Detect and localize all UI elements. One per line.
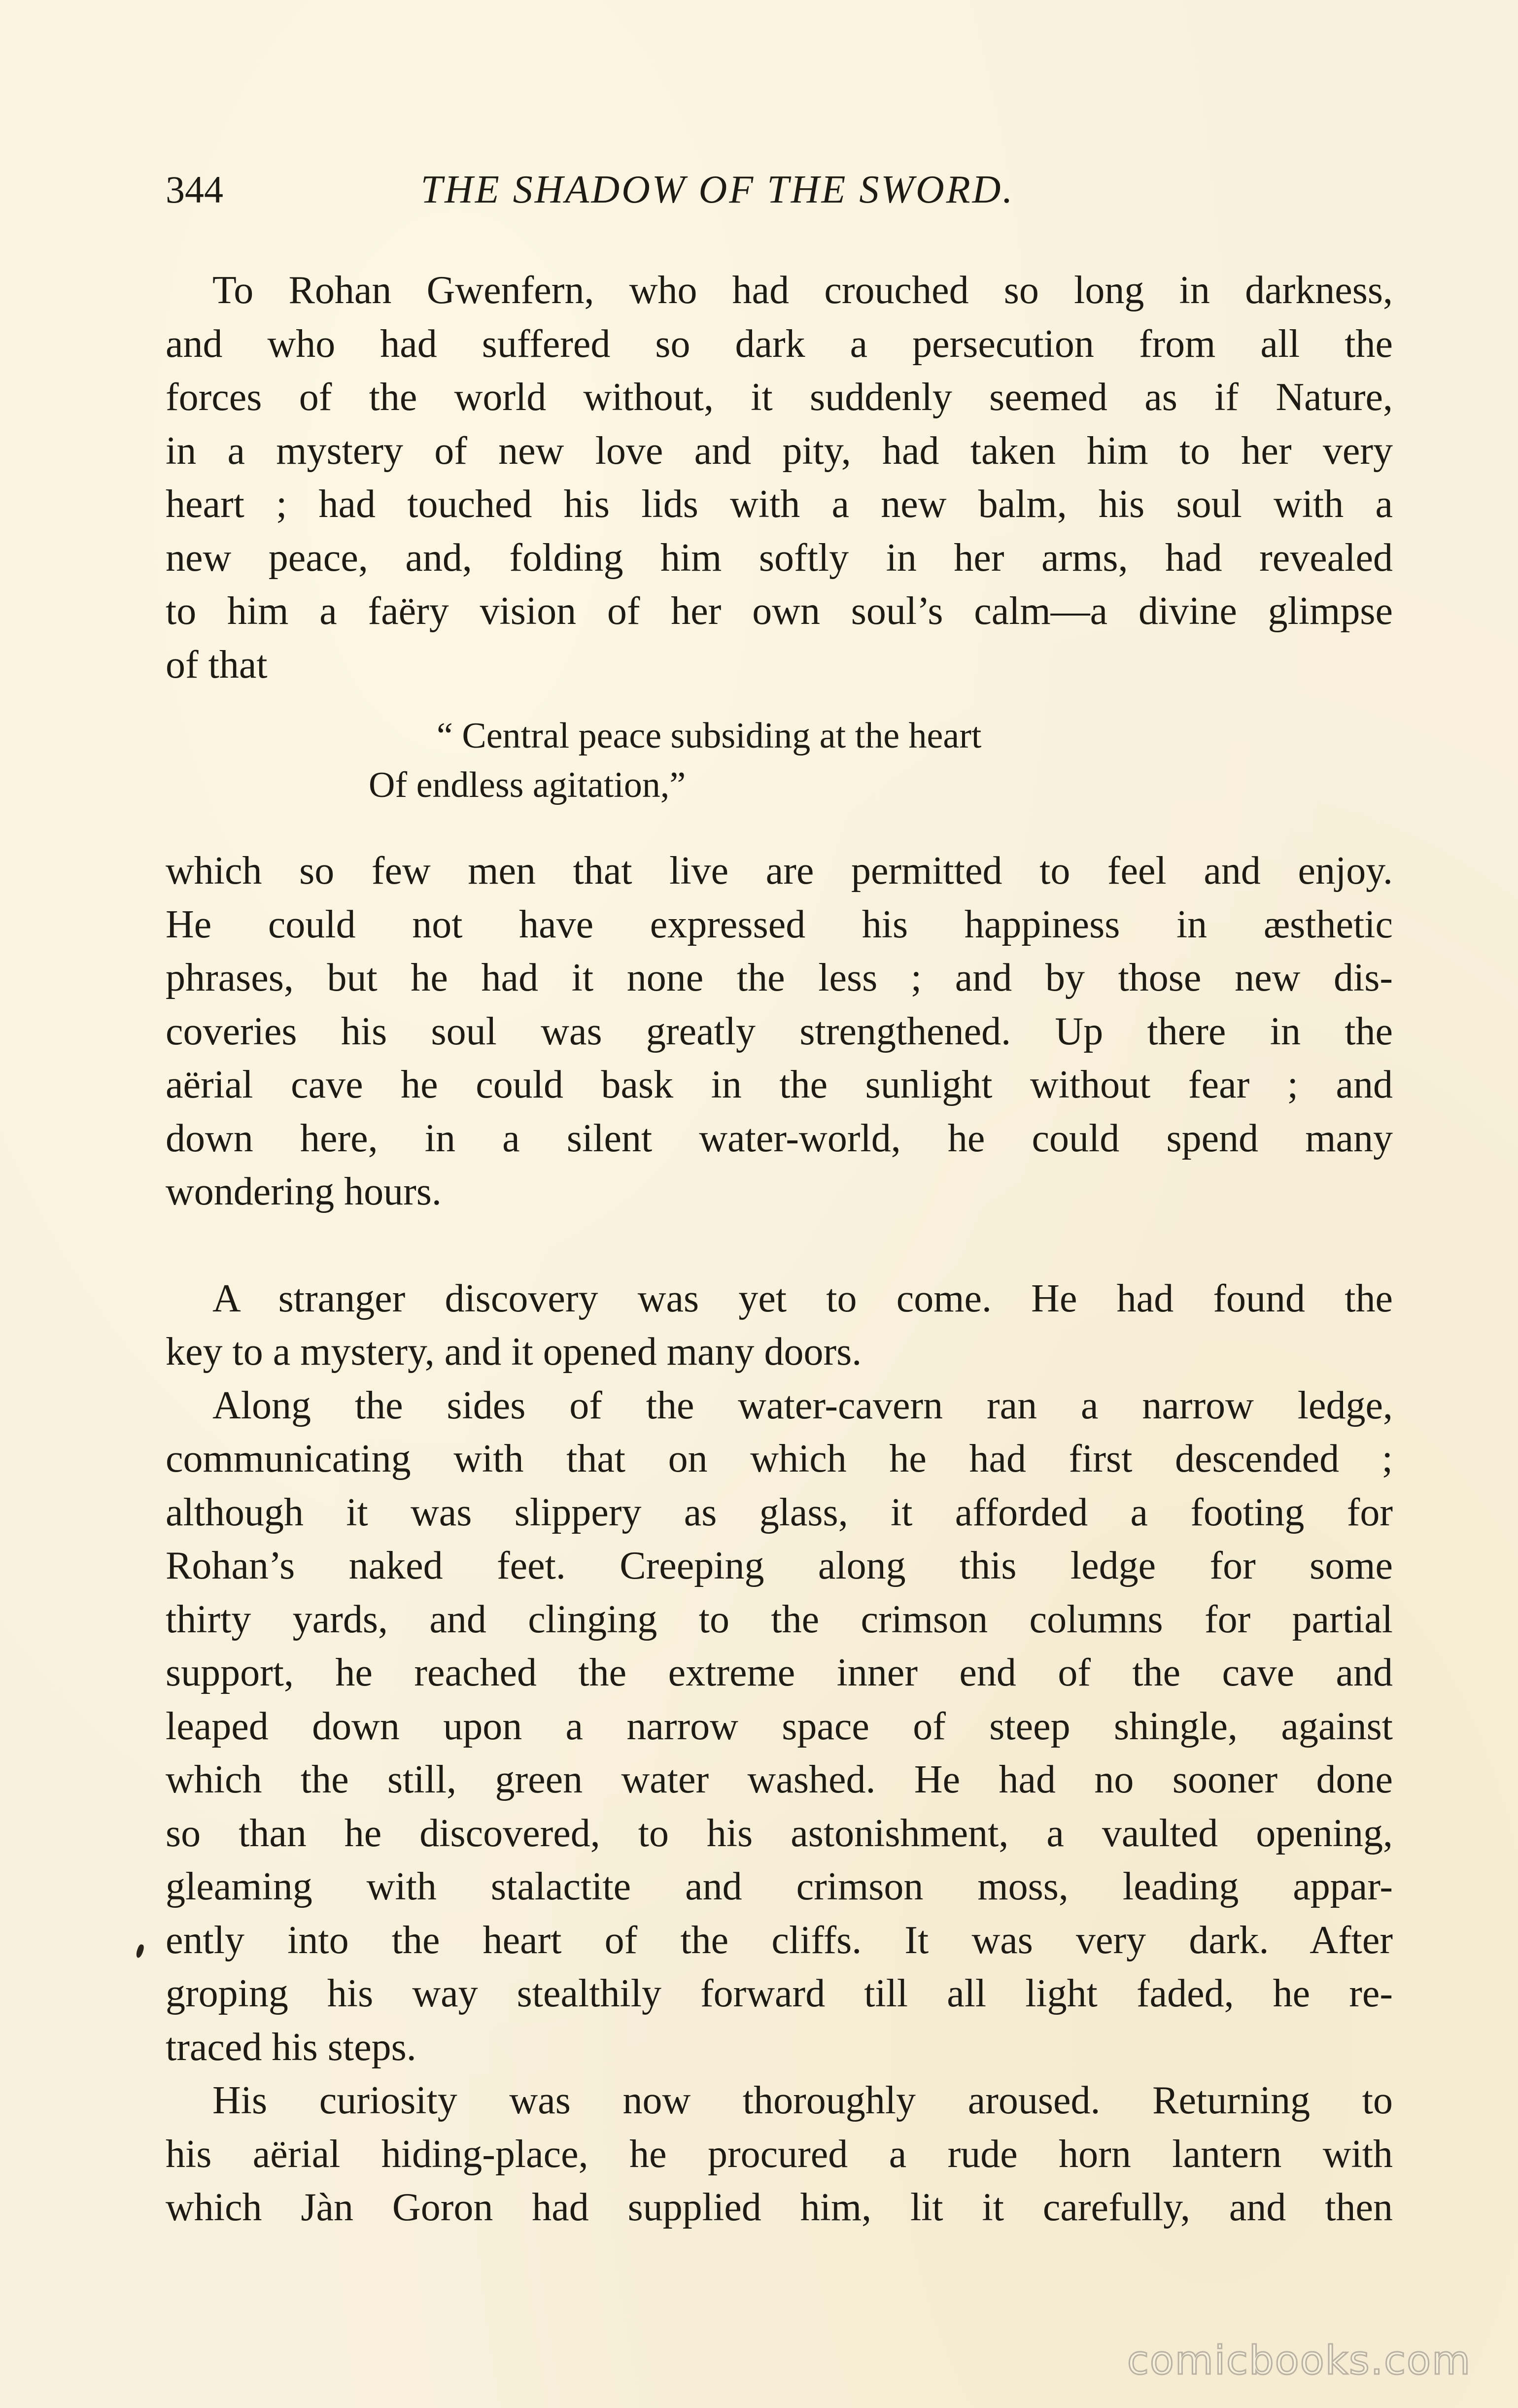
- text-line: communicating with that on which he had first descended ;: [166, 1437, 1393, 1480]
- text-line: aërial cave he could bask in the sunlight without fear ; and: [166, 1063, 1393, 1106]
- ink-speck: [135, 1944, 145, 1959]
- text-line: forces of the world without, it suddenly seemed as if Nature,: [166, 376, 1393, 419]
- text-line: to him a faëry vision of her own soul’s calm—a divine glimpse: [166, 589, 1393, 633]
- text-line: A stranger discovery was yet to come. He had found the: [212, 1276, 1393, 1320]
- text-line: in a mystery of new love and pity, had taken him to her very: [166, 429, 1393, 473]
- text-line: His curiosity was now thoroughly aroused. Returning to: [212, 2079, 1393, 2122]
- text-line: coveries his soul was greatly strengthened. Up there in the: [166, 1009, 1393, 1053]
- text-line: of that: [166, 643, 268, 687]
- text-line: traced his steps.: [166, 2025, 416, 2069]
- text-line: He could not have expressed his happiness in æsthetic: [166, 902, 1393, 946]
- text-line: and who had suffered so dark a persecution from all the: [166, 322, 1393, 366]
- page-number: 344: [166, 168, 223, 211]
- text-line: although it was slippery as glass, it afforded a footing for: [166, 1490, 1393, 1534]
- text-line: heart ; had touched his lids with a new balm, his soul with a: [166, 482, 1393, 526]
- text-line: which so few men that live are permitted to feel and enjoy.: [166, 849, 1393, 893]
- page-header: [166, 163, 1393, 217]
- text-line: Rohan’s naked feet. Creeping along this ledge for some: [166, 1544, 1393, 1587]
- quote-line: “ Central peace subsiding at the heart: [437, 716, 982, 756]
- text-line: support, he reached the extreme inner end of the cave and: [166, 1651, 1393, 1694]
- text-line: which the still, green water washed. He had no sooner done: [166, 1758, 1393, 1801]
- text-line: new peace, and, folding him softly in her arms, had revealed: [166, 536, 1393, 580]
- text-line: ently into the heart of the cliffs. It was very dark. After: [166, 1918, 1393, 1962]
- text-line: thirty yards, and clinging to the crimson columns for partial: [166, 1597, 1393, 1641]
- text-line: leaped down upon a narrow space of steep shingle, against: [166, 1704, 1393, 1748]
- text-line: his aërial hiding-place, he procured a rude horn lantern with: [166, 2132, 1393, 2176]
- watermark: comicbooks.com: [1127, 2338, 1471, 2383]
- text-line: wondering hours.: [166, 1170, 442, 1213]
- text-line: gleaming with stalactite and crimson moss, leading appar-: [166, 1865, 1393, 1908]
- quote-line: Of endless agitation,”: [369, 765, 686, 805]
- text-line: groping his way stealthily forward till all light faded, he re-: [166, 1972, 1393, 2015]
- text-line: key to a mystery, and it opened many doors.: [166, 1330, 862, 1374]
- text-line: phrases, but he had it none the less ; and by those new dis-: [166, 956, 1393, 999]
- text-line: To Rohan Gwenfern, who had crouched so long in darkness,: [212, 269, 1393, 312]
- text-line: which Jàn Goron had supplied him, lit it carefully, and then: [166, 2186, 1393, 2229]
- text-line: down here, in a silent water-world, he could spend many: [166, 1116, 1393, 1160]
- text-line: so than he discovered, to his astonishment, a vaulted opening,: [166, 1811, 1393, 1855]
- text-line: Along the sides of the water-cavern ran a narrow ledge,: [212, 1383, 1393, 1427]
- body-text: [166, 264, 1393, 2235]
- running-title: THE SHADOW OF THE SWORD.: [420, 168, 1015, 211]
